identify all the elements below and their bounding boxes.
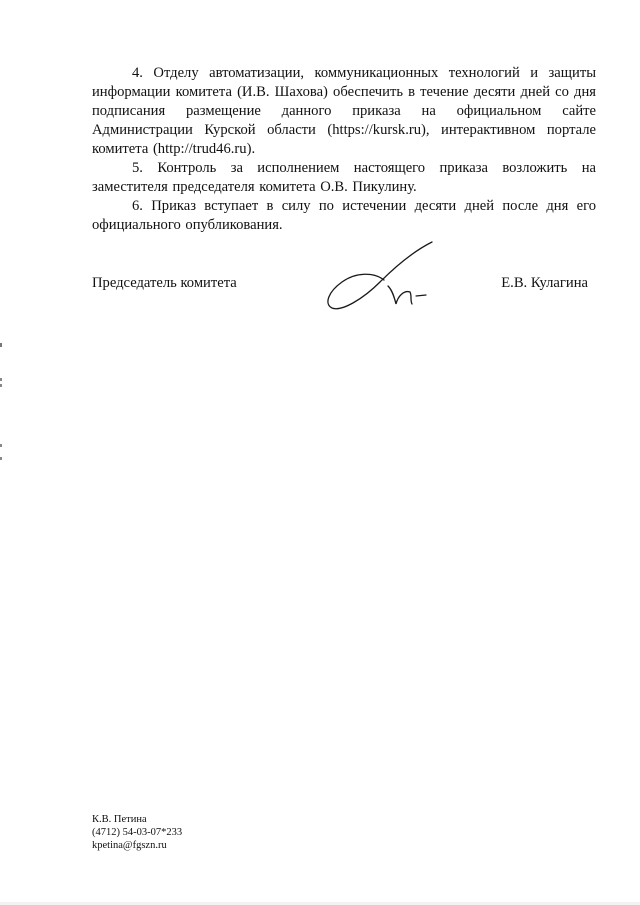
paragraph-item-6: 6. Приказ вступает в силу по истечении десяти дней после дня его официального опубликования. [92,198,596,233]
order-body [92,64,596,235]
scan-edge-marks [0,0,6,905]
executor-name: К.В. Петина [92,814,147,825]
signature-block [92,274,596,298]
executor-contact [92,813,182,852]
signatory-name: Е.В. Кулагина [501,275,588,291]
executor-phone: (4712) 54-03-07*233 [92,827,183,838]
paragraph-item-5: 5. Контроль за исполнением настоящего приказа возложить на заместителя председателя комитета О.В. Пикулину. [92,160,596,195]
executor-email: kpetina@fgszn.ru [92,840,167,851]
signatory-position: Председатель комитета [92,275,237,291]
paragraph-item-4: 4. Отделу автоматизации, коммуникационных технологий и защиты информации комитета (И.В. Шахова) обеспечить в течение десяти дней со дня подписания размещение данного приказа на официальном сайте Администрации Курской области (https://kursk.ru), интерактивном портале комитета (http://trud46.ru). [92,65,596,157]
